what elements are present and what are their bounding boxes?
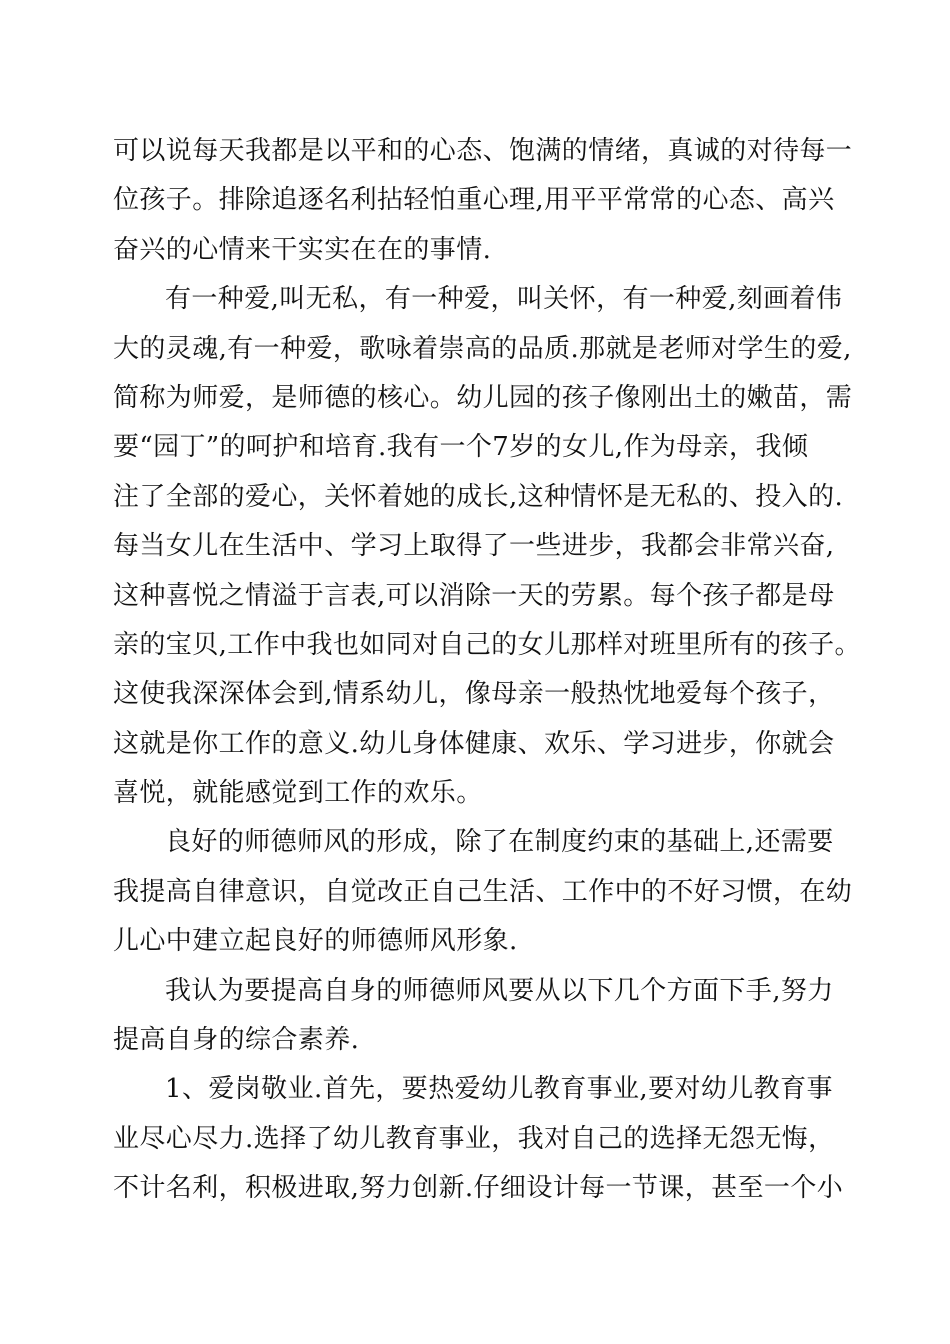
text-line: 儿心中建立起良好的师德师风形象. xyxy=(113,926,518,957)
paragraph-first-line: 我认为要提高自身的师德师风要从以下几个方面下手,努力 xyxy=(165,975,834,1006)
text-line: 简称为师爱，是师德的核心。幼儿园的孩子像刚出土的嫩苗，需 xyxy=(113,382,853,413)
text-line: 提高自身的综合素养. xyxy=(113,1025,360,1056)
paragraph-first-line: 有一种爱,叫无私，有一种爱，叫关怀，有一种爱,刻画着伟 xyxy=(165,284,843,315)
text-line: 每当女儿在生活中、学习上取得了一些进步，我都会非常兴奋, xyxy=(113,531,835,562)
document-body xyxy=(113,127,861,1214)
text-line: 要“园丁”的呵护和培育.我有一个7岁的女儿,作为母亲，我倾 xyxy=(113,432,809,463)
text-line: 大的灵魂,有一种爱，歌咏着崇高的品质.那就是老师对学生的爱, xyxy=(113,333,852,364)
text-line: 这使我深深体会到,情系幼儿，像母亲一般热忱地爱每个孩子， xyxy=(113,679,835,710)
paragraph-first-line: 1、爱岗敬业.首先，要热爱幼儿教育事业,要对幼儿教育事 xyxy=(165,1074,833,1105)
text-line: 可以说每天我都是以平和的心态、饱满的情绪，真诚的对待每一 xyxy=(113,136,853,166)
text-line: 喜悦，就能感觉到工作的欢乐。 xyxy=(113,778,483,809)
paragraph-first-line: 良好的师德师风的形成，除了在制度约束的基础上,还需要 xyxy=(165,827,834,858)
text-line: 不计名利，积极进取,努力创新.仔细设计每一节课，甚至一个小 xyxy=(113,1173,844,1204)
text-line: 注了全部的爱心，关怀着她的成长,这种情怀是无私的、投入的. xyxy=(113,481,844,512)
text-line: 这种喜悦之情溢于言表,可以消除一天的劳累。每个孩子都是母 xyxy=(113,580,835,611)
text-line: 位孩子。排除追逐名利拈轻怕重心理,用平平常常的心态、高兴 xyxy=(113,185,835,216)
text-line: 亲的宝贝,工作中我也如同对自己的女儿那样对班里所有的孩子。 xyxy=(113,629,861,660)
text-line: 奋兴的心情来干实实在在的事情. xyxy=(113,234,492,265)
text-line: 我提高自律意识，自觉改正自己生活、工作中的不好习惯，在幼 xyxy=(113,876,853,907)
text-line: 这就是你工作的意义.幼儿身体健康、欢乐、学习进步，你就会 xyxy=(113,728,835,759)
text-line: 业尽心尽力.选择了幼儿教育事业，我对自己的选择无怨无悔， xyxy=(113,1123,835,1154)
